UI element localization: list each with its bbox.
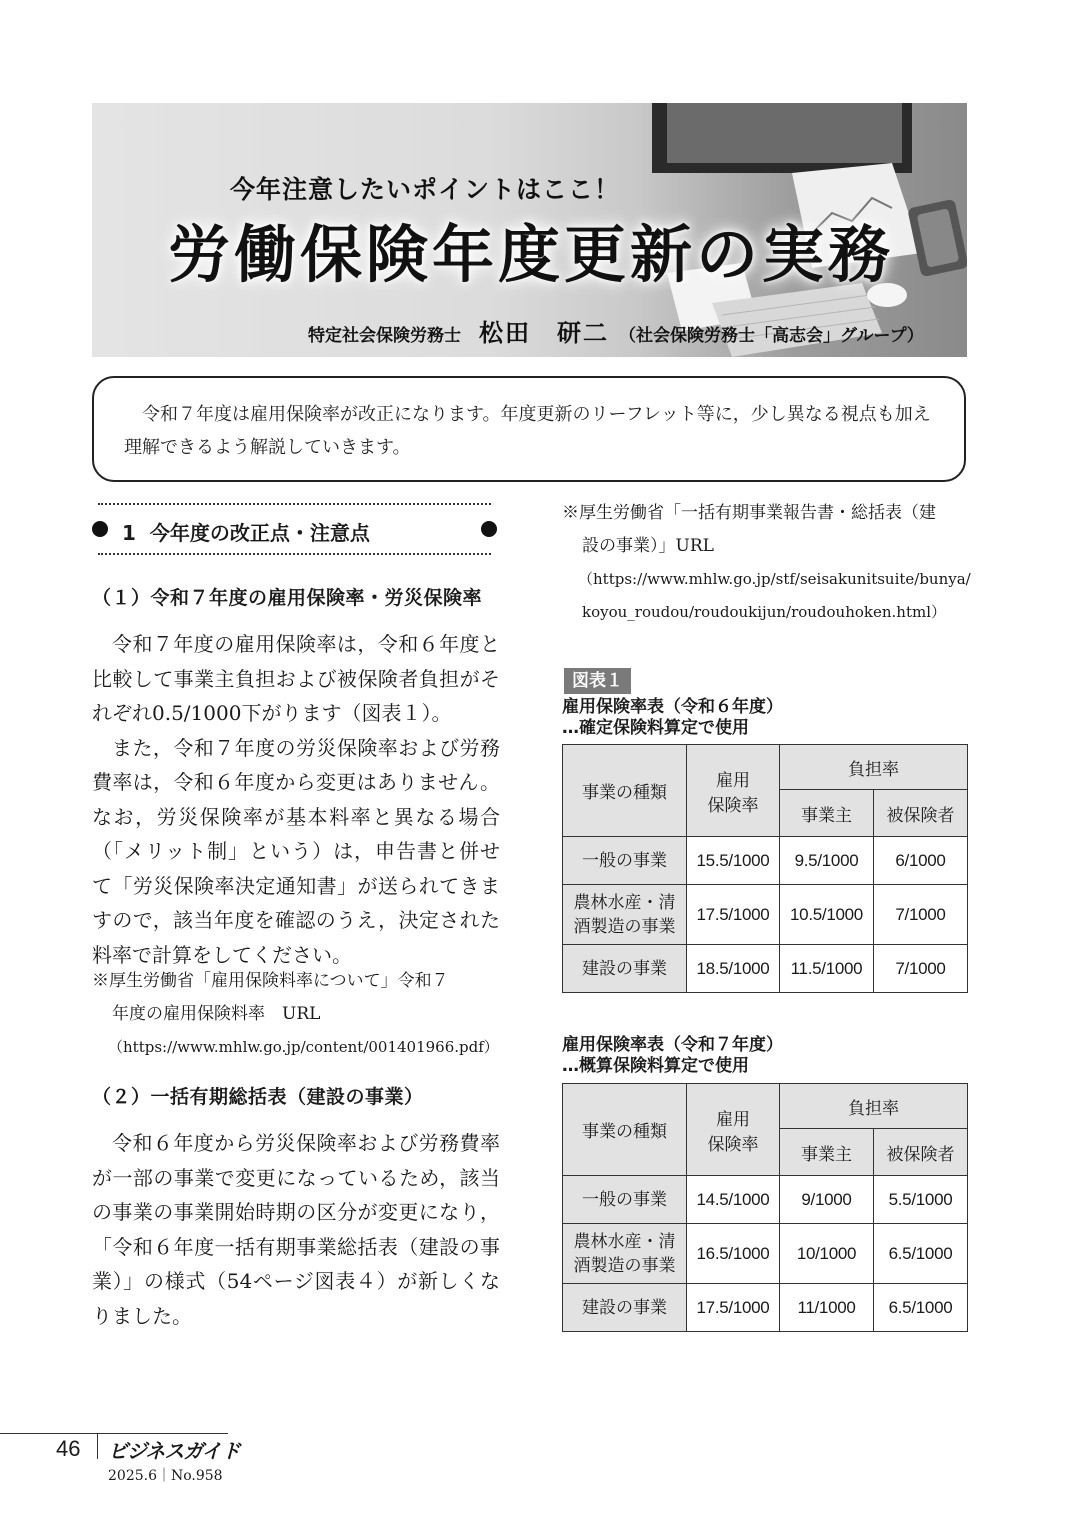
source-note-2 <box>562 497 971 629</box>
caption-line: …確定保険料算定で使用 <box>562 718 749 738</box>
subsection-2-body <box>92 1126 500 1333</box>
table-1-caption <box>562 697 783 739</box>
figure-label: 図表１ <box>564 668 631 694</box>
header-cell: 被保険者 <box>874 1129 968 1176</box>
rate-table-2024 <box>562 744 968 993</box>
note-url: （https://www.mhlw.go.jp/content/001401966.pdf） <box>108 1038 499 1056</box>
note-text: ※厚生労働省「雇用保険料率について」令和７ <box>92 971 449 991</box>
bullet-dot-icon <box>92 521 108 537</box>
caption-line: …概算保険料算定で使用 <box>562 1056 749 1076</box>
note-text: 年度の雇用保険料率 URL <box>112 1004 321 1024</box>
table-cell: 6.5/1000 <box>874 1224 968 1284</box>
header-cell: 雇用 保険率 <box>687 745 780 837</box>
subsection-heading-1: （１）令和７年度の雇用保険率・労災保険率 <box>92 587 483 609</box>
table-2-caption <box>562 1035 783 1077</box>
table-row <box>563 945 968 993</box>
footer-rule <box>0 1433 228 1434</box>
bullet-dot-icon <box>481 521 497 537</box>
author-name: 松田 研二 <box>479 319 609 347</box>
table-row <box>563 1176 968 1224</box>
table-row <box>563 1224 968 1284</box>
header-cell: 事業主 <box>780 790 874 837</box>
row-header-cell: 農林水産・清 酒製造の事業 <box>563 1224 687 1284</box>
table-cell: 6/1000 <box>874 837 968 885</box>
note-url: koyou_roudou/roudoukijun/roudouhoken.html） <box>582 603 947 621</box>
row-header-cell: 一般の事業 <box>563 1176 687 1224</box>
table-cell: 17.5/1000 <box>687 885 780 945</box>
table-header-row <box>563 745 968 790</box>
caption-line: 雇用保険率表（令和６年度） <box>562 697 783 717</box>
header-cell: 事業の種類 <box>563 745 687 837</box>
caption-line: 雇用保険率表（令和７年度） <box>562 1035 783 1055</box>
note-text: 設の事業）」URL <box>582 536 714 556</box>
section-title: 今年度の改正点・注意点 <box>149 521 370 545</box>
section-number: 1 <box>122 521 136 545</box>
footer-divider <box>97 1433 98 1459</box>
issue-info: 2025.6｜No.958 <box>108 1468 223 1484</box>
table-cell: 14.5/1000 <box>687 1176 780 1224</box>
source-note-1 <box>92 965 499 1064</box>
magazine-logo: ビジネスガイド <box>108 1439 240 1463</box>
table-cell: 15.5/1000 <box>687 837 780 885</box>
header-cell: 雇用 保険率 <box>687 1084 780 1176</box>
paragraph: また，令和７年度の労災保険率および労務費率は，令和６年度から変更はありません。なお，労災保険率が基本料率と異なる場合（「メリット制」という）は，申告書と併せて「労災保険率決定通知書」が送られてきますので，該当年度を確認のうえ，決定された料率で計算をしてください。 <box>92 735 500 967</box>
table-cell: 16.5/1000 <box>687 1224 780 1284</box>
header-cell: 負担率 <box>780 1084 968 1129</box>
table-row <box>563 1284 968 1332</box>
header-cell: 負担率 <box>780 745 968 790</box>
table-cell: 5.5/1000 <box>874 1176 968 1224</box>
table-cell: 7/1000 <box>874 885 968 945</box>
article-title: 労働保険年度更新の実務 <box>168 218 895 291</box>
subsection-1-body <box>92 627 500 972</box>
lead-box <box>92 376 966 482</box>
header-cell: 事業の種類 <box>563 1084 687 1176</box>
rate-table-2025 <box>562 1083 968 1332</box>
table-cell: 10.5/1000 <box>780 885 874 945</box>
note-text: ※厚生労働省「一括有期事業報告書・総括表（建 <box>562 503 936 523</box>
lead-text: 令和７年度は雇用保険率が改正になります。年度更新のリーフレット等に，少し異なる視点も加え理解できるよう解説していきます。 <box>124 404 931 458</box>
table-cell: 6.5/1000 <box>874 1284 968 1332</box>
table-row <box>563 837 968 885</box>
author-role: 特定社会保険労務士 <box>308 326 461 346</box>
row-header-cell: 農林水産・清 酒製造の事業 <box>563 885 687 945</box>
table-cell: 7/1000 <box>874 945 968 993</box>
row-header-cell: 建設の事業 <box>563 945 687 993</box>
table-row <box>563 885 968 945</box>
page-number: 46 <box>56 1436 81 1461</box>
table-cell: 10/1000 <box>780 1224 874 1284</box>
paragraph: 令和６年度から労災保険率および労務費率が一部の事業で変更になっているため，該当の事業の事業開始時期の区分が変更になり，「令和６年度一括有期事業総括表（建設の事業）」の様式（54ページ図表４）が新しくなりました。 <box>92 1131 500 1328</box>
subsection-heading-2: （２）一括有期総括表（建設の事業） <box>92 1086 424 1108</box>
header-cell: 事業主 <box>780 1129 874 1176</box>
table-cell: 18.5/1000 <box>687 945 780 993</box>
row-header-cell: 建設の事業 <box>563 1284 687 1332</box>
table-cell: 11.5/1000 <box>780 945 874 993</box>
note-url: （https://www.mhlw.go.jp/stf/seisakunitsuite/bunya/ <box>578 570 971 588</box>
table-cell: 11/1000 <box>780 1284 874 1332</box>
paragraph: 令和７年度の雇用保険率は，令和６年度と比較して事業主負担および被保険者負担がそれぞれ0.5/1000下がります（図表１）。 <box>92 632 500 725</box>
table-header-row <box>563 1084 968 1129</box>
table-cell: 9/1000 <box>780 1176 874 1224</box>
header-cell: 被保険者 <box>874 790 968 837</box>
section-heading <box>98 503 491 555</box>
author-byline <box>308 313 924 348</box>
table-cell: 9.5/1000 <box>780 837 874 885</box>
row-header-cell: 一般の事業 <box>563 837 687 885</box>
author-affiliation: （社会保険労務士「高志会」グループ） <box>619 326 924 346</box>
table-cell: 17.5/1000 <box>687 1284 780 1332</box>
article-kicker: 今年注意したいポイントはここ！ <box>229 175 620 204</box>
